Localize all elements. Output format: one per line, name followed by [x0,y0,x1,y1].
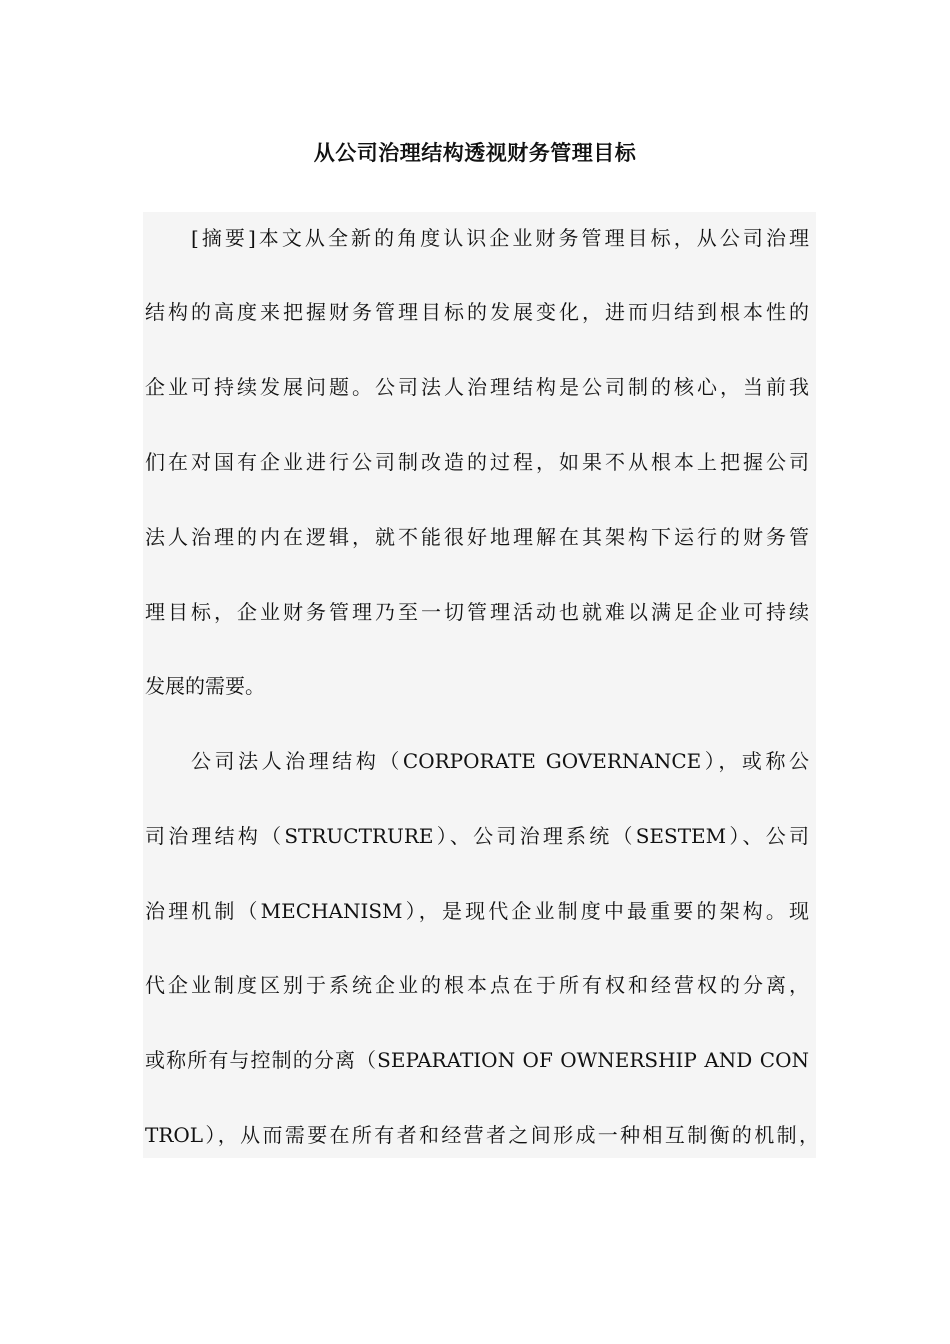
text-line: 发展的需要。 [145,674,265,698]
document-title: 从公司治理结构透视财务管理目标 [313,141,637,165]
text-line: [摘要]本文从全新的角度认识企业财务管理目标，从公司治理 [191,226,809,250]
text-line: 司治理结构（STRUCTRURE）、公司治理系统（SESTEM）、公司 [145,824,809,848]
text-line: 治理机制（MECHANISM），是现代企业制度中最重要的架构。现 [145,899,809,923]
text-line: 理目标，企业财务管理乃至一切管理活动也就难以满足企业可持续 [145,600,809,624]
text-line: 企业可持续发展问题。公司法人治理结构是公司制的核心，当前我 [145,375,809,399]
text-line: 代企业制度区别于系统企业的根本点在于所有权和经营权的分离， [145,973,809,997]
text-line: TROL），从而需要在所有者和经营者之间形成一种相互制衡的机制， [145,1123,819,1147]
text-line: 法人治理的内在逻辑，就不能很好地理解在其架构下运行的财务管 [145,525,809,549]
text-line: 公司法人治理结构（CORPORATE GOVERNANCE），或称公 [191,749,809,773]
text-line: 或称所有与控制的分离（SEPARATION OF OWNERSHIP AND CON [145,1048,809,1072]
text-line: 结构的高度来把握财务管理目标的发展变化，进而归结到根本性的 [145,300,809,324]
text-line: 们在对国有企业进行公司制改造的过程，如果不从根本上把握公司 [145,450,809,474]
